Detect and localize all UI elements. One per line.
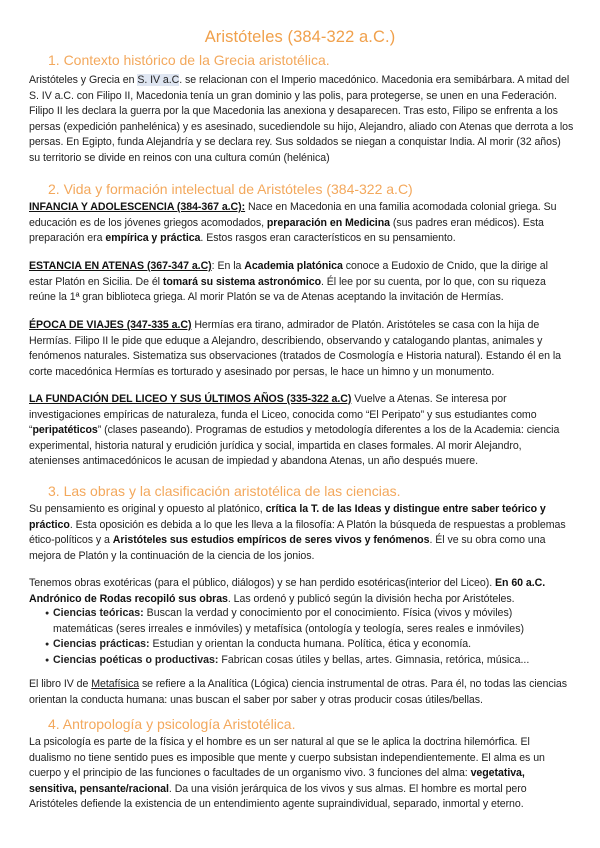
section-heading-1: 1. Contexto histórico de la Grecia aristotélica. xyxy=(48,52,330,68)
section-2-paragraph-infancia: INFANCIA Y ADOLESCENCIA (384-367 a.C): Nace en Macedonia en una familia acomodada colonial griega. Su educación es de los jóvenes griegos acomodados, preparación en Medicina (sus padres eran médicos). Esta preparación era empírica y práctica. Estos rasgos eran característicos en su pensamiento. xyxy=(29,201,557,245)
section-heading-2: 2. Vida y formación intelectual de Aristóteles (384-322 a.C) xyxy=(48,181,413,197)
subsection-label: ESTANCIA EN ATENAS (367-347 a.C) xyxy=(29,260,212,272)
section-heading-3: 3. Las obras y la clasificación aristotélica de las ciencias. xyxy=(48,483,401,499)
subsection-label: INFANCIA Y ADOLESCENCIA (384-367 a.C): xyxy=(29,201,246,213)
section-3-paragraph-obras: Tenemos obras exotéricas (para el público, diálogos) y se han perdido esotéricas(interior del Liceo). En 60 a.C. Andrónico de Rodas recopiló sus obras. Las ordenó y publicó según la división hecha por Aristóteles. xyxy=(29,577,546,605)
list-item: ● Ciencias teóricas: Buscan la verdad y conocimiento por el conocimiento. Física (vivos y móviles) matemáticas (seres irreales e inmóviles) y metafísica (ontología y teología, seres reales e inmóviles) xyxy=(29,606,574,637)
section-2-paragraph-atenas: ESTANCIA EN ATENAS (367-347 a.C): En la Academia platónica conoce a Eudoxio de Cnido, que la dirige al estar Platón en Sicilia. De él tomará su sistema astronómico. Él lee por su cuenta, por lo que, con su riqueza reúne la 1ª gran biblioteca griega. Al morir Platón se va de Atenas aceptando la invitación de Hermías. xyxy=(29,260,548,304)
section-3-paragraph-pensamiento: Su pensamiento es original y opuesto al platónico, crítica la T. de las Ideas y distingue entre saber teórico y práctico. Esta oposición es debida a lo que les lleva a la filosofía: A Platón la búsqueda de respuestas a problemas ético-políticos y a Aristóteles sus estudios empíricos de seres vivos y fenómenos. Él ve su obra como una mejora de Platón y la continuación de la ciencia de los jonios. xyxy=(29,503,566,562)
section-3-paragraph-metafisica: El libro IV de Metafísica se refiere a la Analítica (Lógica) ciencia instrumental de otras. Para él, no todas las ciencias orientan la conducta humana: unas buscan el saber por saber y otras producir cosas útiles/bellas. xyxy=(29,678,567,706)
subsection-label: ÉPOCA DE VIAJES (347-335 a.C) xyxy=(29,319,192,331)
section-1-paragraph: Aristóteles y Grecia en S. IV a.C. se relacionan con el Imperio macedónico. Macedonia era semibárbara. A mitad del S. IV a.C. con Filipo II, Macedonia tenía un gran dominio y las polis, para protegerse, se unen en una Federación. Filipo II les declara la guerra por la que Macedonia las anexiona y desaparecen. Tras esto, Filipo se enfrenta a los persas (expedición panhelénica) y es asesinado, sucediendole su hijo, Alejandro, aliado con Atenas que derrota a los persas. En Egipto, funda Alejandría y se declara rey. Sus soldados se niegan a conquistar India. Al morir (32 años) su territorio se divide en reinos con una cultura común (helénica) xyxy=(29,74,574,164)
highlighted-text: S. IV a.C xyxy=(137,74,180,86)
section-2-paragraph-viajes: ÉPOCA DE VIAJES (347-335 a.C) Hermías era tirano, admirador de Platón. Aristóteles se casa con la hija de Hermías. Filipo II le pide que eduque a Alejandro, describiendo, observando y catalogando plantas, animales y fenómenos naturales. Sistematiza sus observaciones (tratados de Cosmología e Historia natural). Estando él en la corte macedónica Hermías es torturado y asesinado por persas, le hace un himno y un monumento. xyxy=(29,319,562,378)
document-title: Aristóteles (384-322 a.C.) xyxy=(204,28,396,46)
list-item: ● Ciencias poéticas o productivas: Fabrican cosas útiles y bellas, artes. Gimnasia, retórica, música... xyxy=(29,653,574,669)
sciences-list xyxy=(29,606,574,668)
list-item: ● Ciencias prácticas: Estudian y orientan la conducta humana. Política, ética y economía. xyxy=(29,637,574,653)
section-heading-4: 4. Antropología y psicología Aristotélica. xyxy=(48,716,296,732)
section-4-paragraph: La psicología es parte de la física y el hombre es un ser natural al que se le aplica la doctrina hilemórfica. El dualismo no tiene sentido pues es imposible que mente y cuerpo subsistan independientemente. El alma es un cuerpo y el principio de las funciones o facultades de un organismo vivo. 3 funciones del alma: vegetativa, sensitiva, pensante/racional. Da una visión jerárquica de los vivos y sus almas. El hombre es mortal pero Aristóteles defiende la existencia de un entendimiento agente supraindividual, separado, inmortal y eterno. xyxy=(29,736,545,811)
subsection-label: LA FUNDACIÓN DEL LICEO Y SUS ÚLTIMOS AÑOS (335-322 a.C) xyxy=(29,393,352,405)
section-2-paragraph-liceo: LA FUNDACIÓN DEL LICEO Y SUS ÚLTIMOS AÑOS (335-322 a.C) Vuelve a Atenas. Se interesa por investigaciones empíricas de naturaleza, funda el Liceo, conocida como “El Peripato” y sus estudiantes como “peripatéticos” (clases paseando). Programas de estudios y metodología diferentes a los de la Academia: ciencia experimental, historia natural y erudición jurídica y social, impartida en clases formales. Al morir Alejandro, atenienses antimacedónicos le acusan de impiedad y abandona Atenas, un año después muere. xyxy=(29,393,560,468)
